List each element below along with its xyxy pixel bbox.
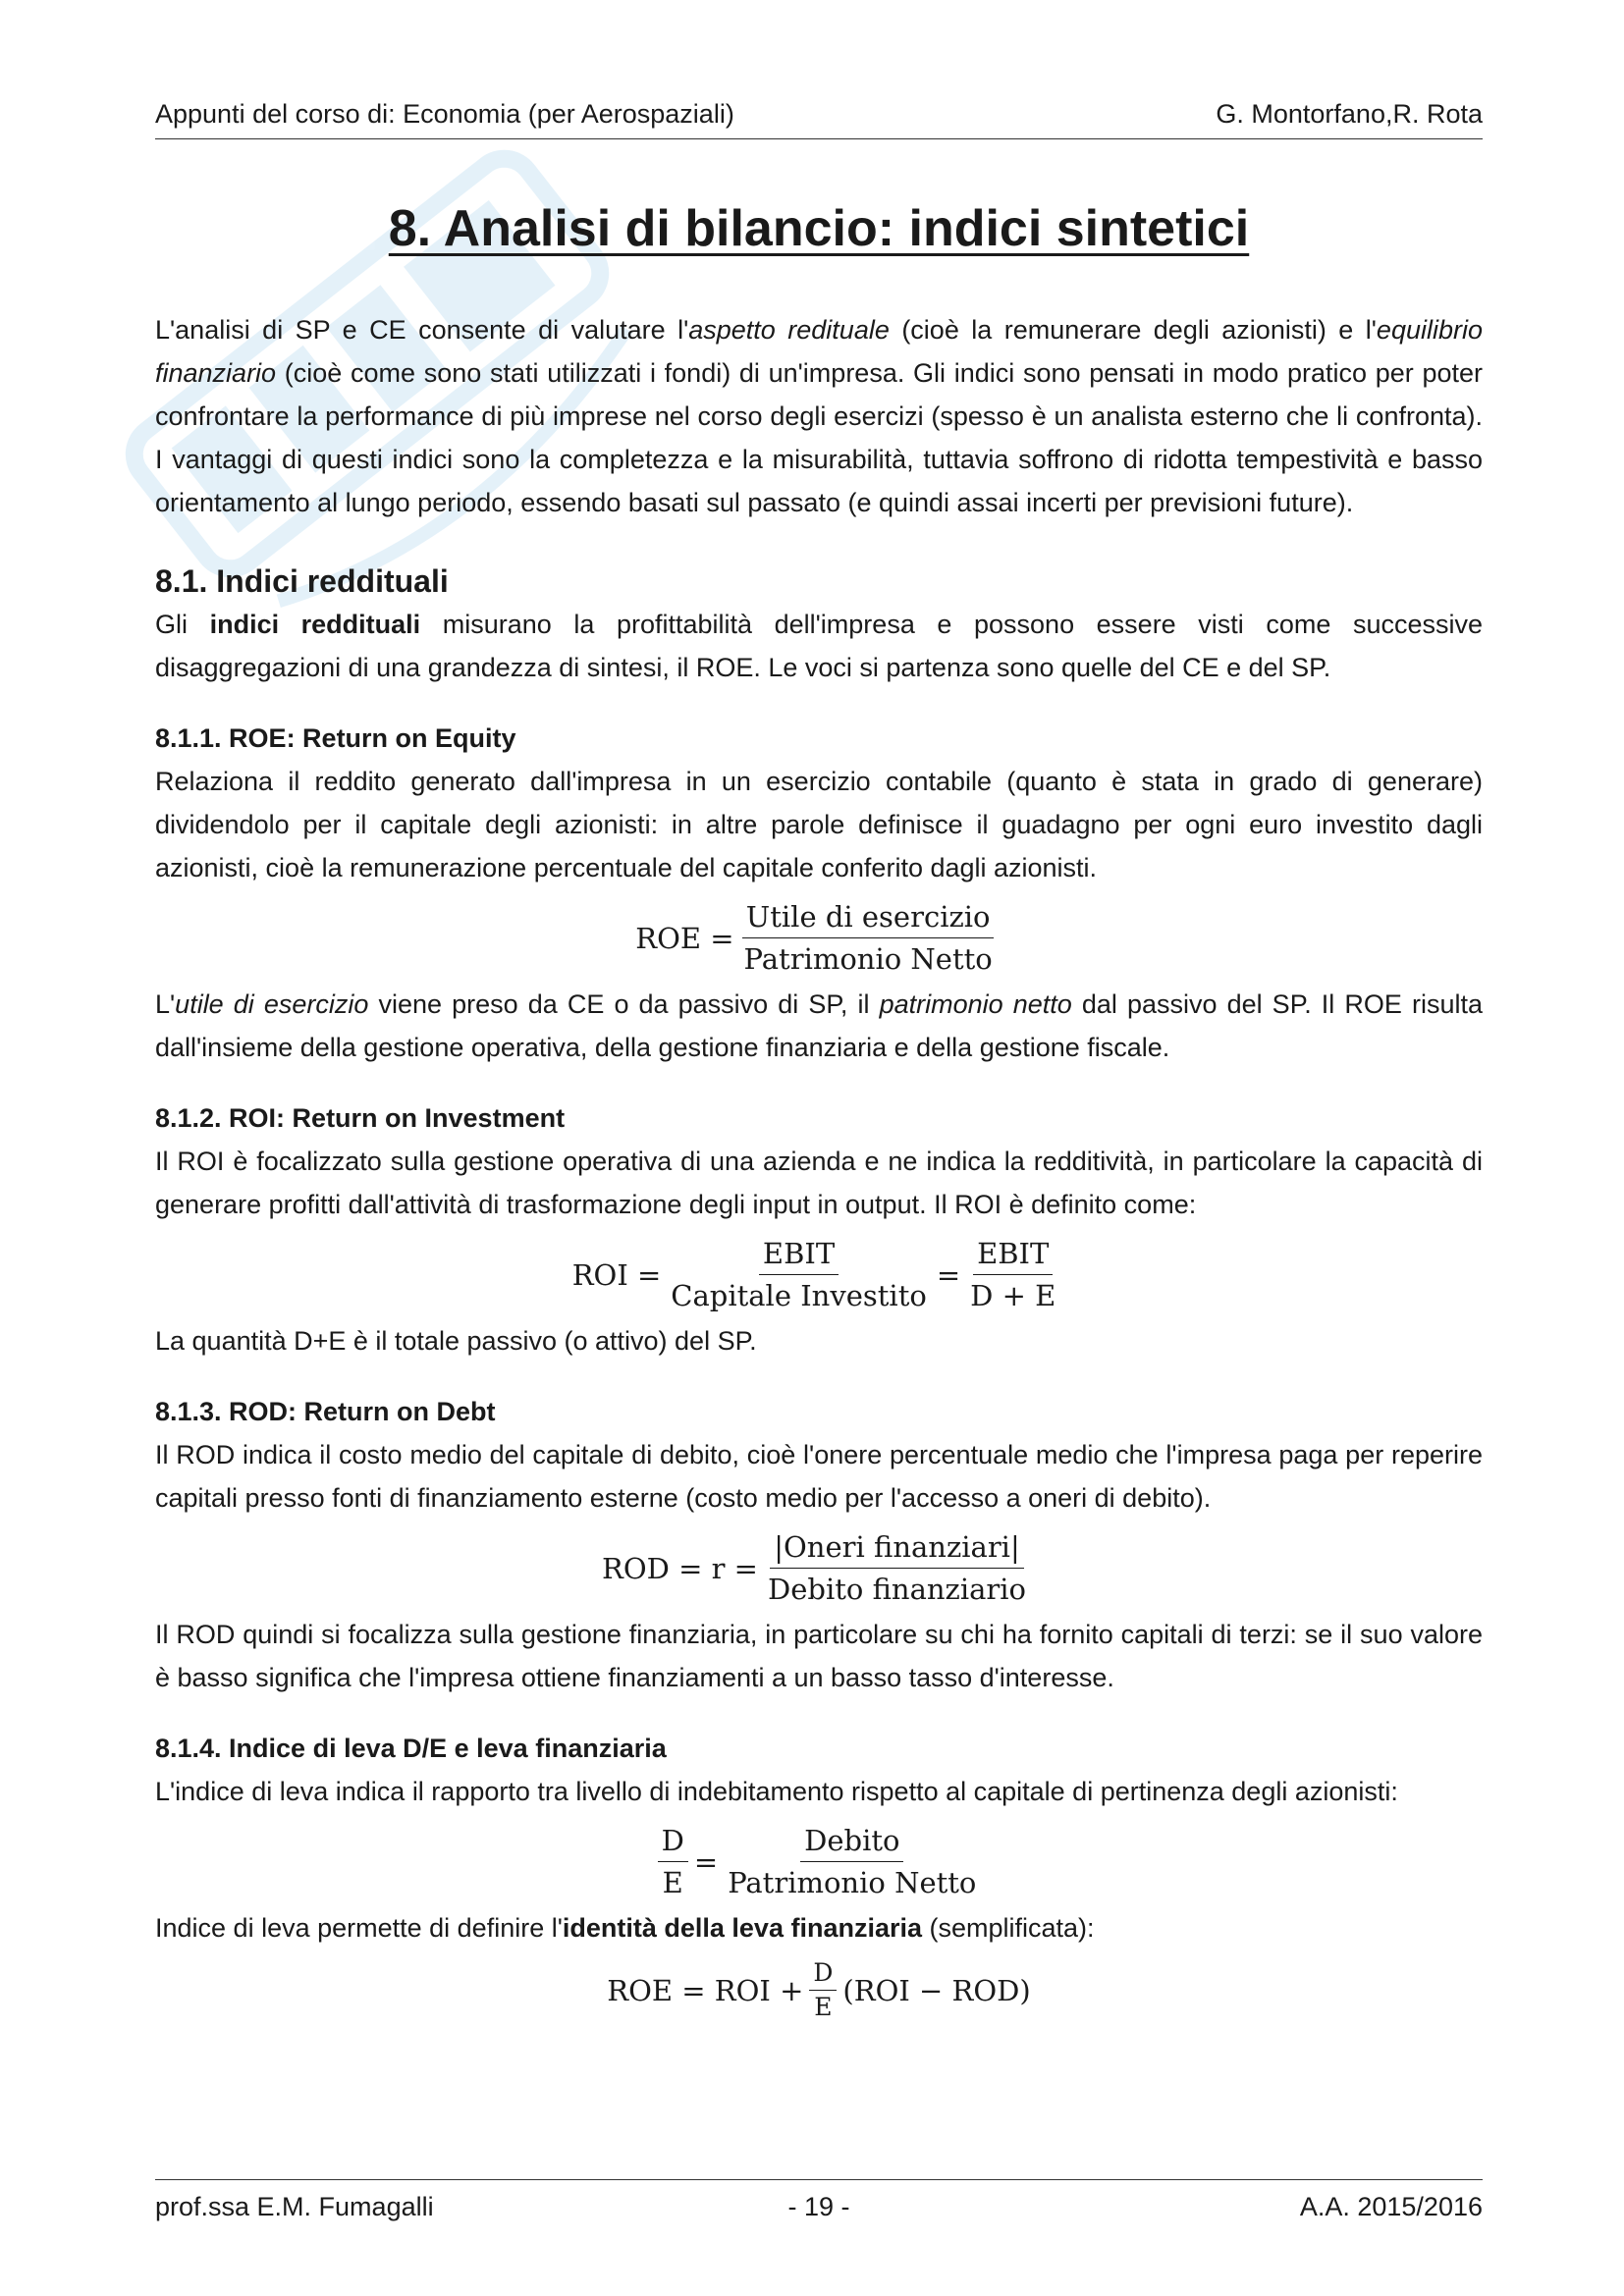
- roi-note: La quantità D+E è il totale passivo (o attivo) del SP.: [155, 1326, 757, 1356]
- section-heading-8-1-1: 8.1.1. ROE: Return on Equity: [155, 723, 516, 753]
- roi-description: Il ROI è focalizzato sulla gestione operativa di una azienda e ne indica la redditività, in particolare la capacità di generare profitti dall'attività di trasformazione degli input in output. Il ROI è definito come:: [155, 1147, 1483, 1219]
- page-footer: [155, 2179, 1483, 2229]
- leverage-identity-intro: Indice di leva permette di definire l'identità della leva finanziaria (semplificata):: [155, 1913, 1095, 1943]
- page-content: [155, 196, 1483, 2027]
- section-heading-8-1-2: 8.1.2. ROI: Return on Investment: [155, 1103, 566, 1133]
- roi-formula: ROI = $\frac{\text{EBIT}}{\text{Capitale Investito}}$ = $\frac{\text{EBIT}}{D + E}$: [571, 1237, 1056, 1312]
- section-8-1-paragraph: Gli indici reddituali misurano la profittabilità dell'impresa e possono essere visti come successive disaggregazioni di una grandezza di sintesi, il ROE. Le voci si partenza sono quelle del CE e del SP.: [155, 610, 1483, 682]
- header-authors: G. Montorfano,R. Rota: [1216, 99, 1483, 129]
- leverage-description: L'indice di leva indica il rapporto tra livello di indebitamento rispetto al capitale di pertinenza degli azionisti:: [155, 1777, 1398, 1806]
- rod-description: Il ROD indica il costo medio del capitale di debito, cioè l'onere percentuale medio che l'impresa paga per reperire capitali presso fonti di finanziamento esterne (costo medio per l'accesso a oneri di debito).: [155, 1440, 1483, 1513]
- roe-description: Relaziona il reddito generato dall'impresa in un esercizio contabile (quanto è stata in grado di generare) dividendolo per il capitale degli azionisti: in altre parole definisce il guadagno per ogni euro investito dagli azionisti, cioè la remunerazione percentuale del capitale conferito dagli azionisti.: [155, 767, 1483, 882]
- roe-formula: ROE = $\frac{\text{Utile di esercizio}}{\text{Patrimonio Netto}}$: [635, 900, 993, 976]
- section-heading-8-1: 8.1. Indici reddituali: [155, 563, 449, 599]
- leverage-formula: $\frac{D}{E}$ = $\frac{\text{Debito}}{\text{Patrimonio Netto}}$: [155, 1823, 1483, 1900]
- section-heading-8-1-4: 8.1.4. Indice di leva D/E e leva finanziaria: [155, 1734, 667, 1763]
- roe-explanation: L'utile di esercizio viene preso da CE o da passivo di SP, il patrimonio netto dal passivo del SP. Il ROE risulta dall'insieme della gestione operativa, della gestione finanziaria e della gestione fiscale.: [155, 989, 1483, 1062]
- footer-academic-year: A.A. 2015/2016: [1299, 2192, 1483, 2221]
- footer-professor: prof.ssa E.M. Fumagalli: [155, 2192, 434, 2221]
- page-number: - 19 -: [787, 2192, 850, 2221]
- page-title: 8. Analisi di bilancio: indici sintetici: [388, 200, 1250, 257]
- rod-explanation: Il ROD quindi si focalizza sulla gestione finanziaria, in particolare su chi ha fornito capitali di terzi: se il suo valore è basso significa che l'impresa ottiene finanziamenti a un basso tasso d'interesse.: [155, 1620, 1483, 1692]
- header-course: Appunti del corso di: Economia (per Aerospaziali): [155, 99, 734, 129]
- rod-formula: ROD = r = $\frac{\text{|Oneri finanziari|}}{\text{Debito finanziario}}$: [602, 1530, 1026, 1606]
- intro-paragraph: L'analisi di SP e CE consente di valutare l'aspetto redituale (cioè la remunerare degli azionisti) e l'equilibrio finanziario (cioè come sono stati utilizzati i fondi) di un'impresa. Gli indici sono pensati in modo pratico per poter confrontare la performance di più imprese nel corso degli esercizi (spesso è un analista esterno che li confronta). I vantaggi di questi indici sono la completezza e la misurabilità, tuttavia soffrono di ridotta tempestività e basso orientamento al lungo periodo, essendo basati sul passato (e quindi assai incerti per previsioni future).: [155, 315, 1483, 517]
- leverage-identity-formula: ROE = ROI + $\frac{D}{E}$ (ROI − ROD): [607, 1958, 1031, 2021]
- section-heading-8-1-3: 8.1.3. ROD: Return on Debt: [155, 1397, 496, 1426]
- page-header: [155, 95, 1483, 139]
